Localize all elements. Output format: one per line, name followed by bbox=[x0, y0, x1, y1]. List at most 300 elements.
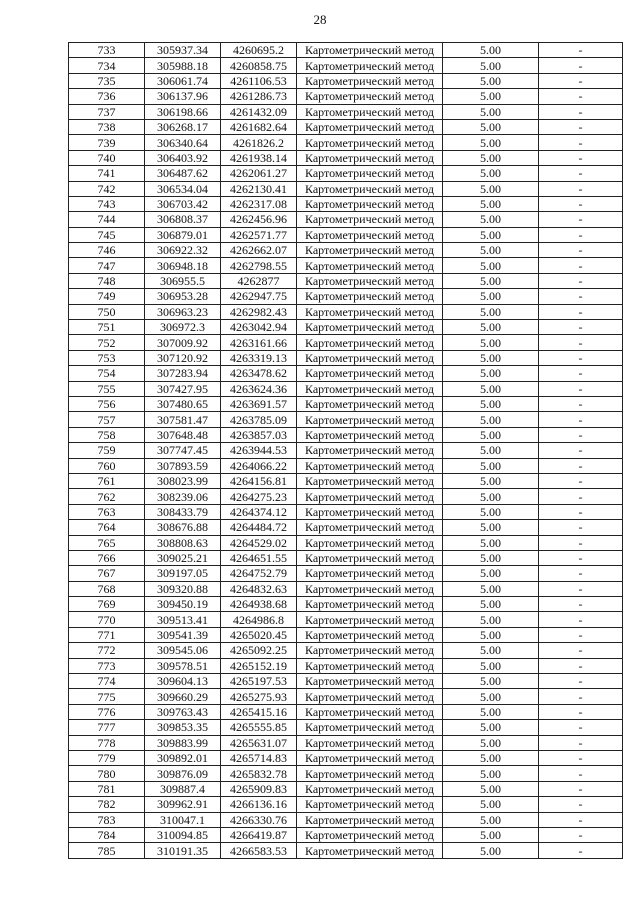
x-coordinate-cell: 309883.99 bbox=[145, 735, 221, 750]
note-cell: - bbox=[539, 566, 623, 581]
method-cell: Картометрический метод bbox=[297, 196, 443, 211]
precision-cell: 5.00 bbox=[443, 104, 539, 119]
table-row bbox=[69, 104, 623, 119]
method-cell: Картометрический метод bbox=[297, 473, 443, 488]
y-coordinate-cell: 4264938.68 bbox=[221, 597, 297, 612]
precision-cell: 5.00 bbox=[443, 196, 539, 211]
note-cell: - bbox=[539, 827, 623, 842]
y-coordinate-cell: 4262662.07 bbox=[221, 243, 297, 258]
table-row bbox=[69, 304, 623, 319]
precision-cell: 5.00 bbox=[443, 766, 539, 781]
x-coordinate-cell: 305937.34 bbox=[145, 43, 221, 58]
method-cell: Картометрический метод bbox=[297, 135, 443, 150]
x-coordinate-cell: 307581.47 bbox=[145, 412, 221, 427]
precision-cell: 5.00 bbox=[443, 412, 539, 427]
table-row bbox=[69, 73, 623, 88]
note-cell: - bbox=[539, 227, 623, 242]
x-coordinate-cell: 309962.91 bbox=[145, 797, 221, 812]
x-coordinate-cell: 309892.01 bbox=[145, 750, 221, 765]
x-coordinate-cell: 310191.35 bbox=[145, 843, 221, 858]
method-cell: Картометрический метод bbox=[297, 350, 443, 365]
note-cell: - bbox=[539, 58, 623, 73]
note-cell: - bbox=[539, 412, 623, 427]
y-coordinate-cell: 4263785.09 bbox=[221, 412, 297, 427]
x-coordinate-cell: 307427.95 bbox=[145, 381, 221, 396]
table-row bbox=[69, 766, 623, 781]
precision-cell: 5.00 bbox=[443, 427, 539, 442]
point-number-cell: 760 bbox=[69, 458, 145, 473]
x-coordinate-cell: 305988.18 bbox=[145, 58, 221, 73]
note-cell: - bbox=[539, 704, 623, 719]
table-row bbox=[69, 412, 623, 427]
coordinates-table-body bbox=[69, 43, 623, 859]
precision-cell: 5.00 bbox=[443, 704, 539, 719]
table-row bbox=[69, 381, 623, 396]
precision-cell: 5.00 bbox=[443, 674, 539, 689]
note-cell: - bbox=[539, 289, 623, 304]
table-row bbox=[69, 58, 623, 73]
x-coordinate-cell: 306340.64 bbox=[145, 135, 221, 150]
y-coordinate-cell: 4264986.8 bbox=[221, 612, 297, 627]
method-cell: Картометрический метод bbox=[297, 289, 443, 304]
method-cell: Картометрический метод bbox=[297, 581, 443, 596]
precision-cell: 5.00 bbox=[443, 627, 539, 642]
method-cell: Картометрический метод bbox=[297, 612, 443, 627]
table-row bbox=[69, 320, 623, 335]
note-cell: - bbox=[539, 304, 623, 319]
note-cell: - bbox=[539, 73, 623, 88]
point-number-cell: 781 bbox=[69, 781, 145, 796]
y-coordinate-cell: 4263478.62 bbox=[221, 366, 297, 381]
precision-cell: 5.00 bbox=[443, 150, 539, 165]
table-row bbox=[69, 812, 623, 827]
point-number-cell: 742 bbox=[69, 181, 145, 196]
note-cell: - bbox=[539, 720, 623, 735]
method-cell: Картометрический метод bbox=[297, 104, 443, 119]
precision-cell: 5.00 bbox=[443, 304, 539, 319]
note-cell: - bbox=[539, 504, 623, 519]
precision-cell: 5.00 bbox=[443, 473, 539, 488]
y-coordinate-cell: 4265152.19 bbox=[221, 658, 297, 673]
point-number-cell: 765 bbox=[69, 535, 145, 550]
point-number-cell: 746 bbox=[69, 243, 145, 258]
point-number-cell: 743 bbox=[69, 196, 145, 211]
note-cell: - bbox=[539, 658, 623, 673]
method-cell: Картометрический метод bbox=[297, 627, 443, 642]
note-cell: - bbox=[539, 243, 623, 258]
y-coordinate-cell: 4263624.36 bbox=[221, 381, 297, 396]
note-cell: - bbox=[539, 581, 623, 596]
note-cell: - bbox=[539, 381, 623, 396]
precision-cell: 5.00 bbox=[443, 843, 539, 858]
method-cell: Картометрический метод bbox=[297, 597, 443, 612]
x-coordinate-cell: 306922.32 bbox=[145, 243, 221, 258]
method-cell: Картометрический метод bbox=[297, 797, 443, 812]
note-cell: - bbox=[539, 535, 623, 550]
method-cell: Картометрический метод bbox=[297, 119, 443, 134]
precision-cell: 5.00 bbox=[443, 381, 539, 396]
y-coordinate-cell: 4261682.64 bbox=[221, 119, 297, 134]
precision-cell: 5.00 bbox=[443, 781, 539, 796]
y-coordinate-cell: 4264066.22 bbox=[221, 458, 297, 473]
table-row bbox=[69, 227, 623, 242]
note-cell: - bbox=[539, 689, 623, 704]
precision-cell: 5.00 bbox=[443, 489, 539, 504]
y-coordinate-cell: 4262877 bbox=[221, 273, 297, 288]
table-row bbox=[69, 335, 623, 350]
y-coordinate-cell: 4262061.27 bbox=[221, 166, 297, 181]
point-number-cell: 782 bbox=[69, 797, 145, 812]
note-cell: - bbox=[539, 843, 623, 858]
note-cell: - bbox=[539, 643, 623, 658]
point-number-cell: 740 bbox=[69, 150, 145, 165]
table-row bbox=[69, 612, 623, 627]
method-cell: Картометрический метод bbox=[297, 150, 443, 165]
precision-cell: 5.00 bbox=[443, 612, 539, 627]
table-row bbox=[69, 750, 623, 765]
precision-cell: 5.00 bbox=[443, 396, 539, 411]
point-number-cell: 738 bbox=[69, 119, 145, 134]
point-number-cell: 777 bbox=[69, 720, 145, 735]
x-coordinate-cell: 307283.94 bbox=[145, 366, 221, 381]
point-number-cell: 745 bbox=[69, 227, 145, 242]
y-coordinate-cell: 4263161.66 bbox=[221, 335, 297, 350]
method-cell: Картометрический метод bbox=[297, 489, 443, 504]
x-coordinate-cell: 306487.62 bbox=[145, 166, 221, 181]
note-cell: - bbox=[539, 612, 623, 627]
table-row bbox=[69, 273, 623, 288]
table-row bbox=[69, 350, 623, 365]
point-number-cell: 778 bbox=[69, 735, 145, 750]
table-row bbox=[69, 166, 623, 181]
coordinates-table bbox=[68, 42, 623, 859]
point-number-cell: 769 bbox=[69, 597, 145, 612]
y-coordinate-cell: 4264529.02 bbox=[221, 535, 297, 550]
method-cell: Картометрический метод bbox=[297, 812, 443, 827]
note-cell: - bbox=[539, 135, 623, 150]
x-coordinate-cell: 307009.92 bbox=[145, 335, 221, 350]
x-coordinate-cell: 308676.88 bbox=[145, 520, 221, 535]
table-row bbox=[69, 674, 623, 689]
table-row bbox=[69, 566, 623, 581]
method-cell: Картометрический метод bbox=[297, 243, 443, 258]
method-cell: Картометрический метод bbox=[297, 304, 443, 319]
y-coordinate-cell: 4264752.79 bbox=[221, 566, 297, 581]
precision-cell: 5.00 bbox=[443, 58, 539, 73]
y-coordinate-cell: 4263857.03 bbox=[221, 427, 297, 442]
table-row bbox=[69, 243, 623, 258]
precision-cell: 5.00 bbox=[443, 827, 539, 842]
table-row bbox=[69, 781, 623, 796]
y-coordinate-cell: 4265631.07 bbox=[221, 735, 297, 750]
x-coordinate-cell: 307648.48 bbox=[145, 427, 221, 442]
precision-cell: 5.00 bbox=[443, 73, 539, 88]
precision-cell: 5.00 bbox=[443, 243, 539, 258]
table-row bbox=[69, 443, 623, 458]
method-cell: Картометрический метод bbox=[297, 227, 443, 242]
method-cell: Картометрический метод bbox=[297, 73, 443, 88]
x-coordinate-cell: 306955.5 bbox=[145, 273, 221, 288]
y-coordinate-cell: 4265275.93 bbox=[221, 689, 297, 704]
x-coordinate-cell: 309604.13 bbox=[145, 674, 221, 689]
method-cell: Картометрический метод bbox=[297, 443, 443, 458]
point-number-cell: 734 bbox=[69, 58, 145, 73]
method-cell: Картометрический метод bbox=[297, 89, 443, 104]
x-coordinate-cell: 306403.92 bbox=[145, 150, 221, 165]
y-coordinate-cell: 4262947.75 bbox=[221, 289, 297, 304]
table-row bbox=[69, 150, 623, 165]
table-row bbox=[69, 704, 623, 719]
method-cell: Картометрический метод bbox=[297, 658, 443, 673]
table-row bbox=[69, 597, 623, 612]
y-coordinate-cell: 4262571.77 bbox=[221, 227, 297, 242]
point-number-cell: 752 bbox=[69, 335, 145, 350]
x-coordinate-cell: 309578.51 bbox=[145, 658, 221, 673]
note-cell: - bbox=[539, 212, 623, 227]
table-row bbox=[69, 658, 623, 673]
point-number-cell: 775 bbox=[69, 689, 145, 704]
note-cell: - bbox=[539, 119, 623, 134]
x-coordinate-cell: 309887.4 bbox=[145, 781, 221, 796]
method-cell: Картометрический метод bbox=[297, 766, 443, 781]
method-cell: Картометрический метод bbox=[297, 335, 443, 350]
x-coordinate-cell: 308433.79 bbox=[145, 504, 221, 519]
point-number-cell: 776 bbox=[69, 704, 145, 719]
note-cell: - bbox=[539, 350, 623, 365]
note-cell: - bbox=[539, 735, 623, 750]
precision-cell: 5.00 bbox=[443, 720, 539, 735]
note-cell: - bbox=[539, 181, 623, 196]
point-number-cell: 741 bbox=[69, 166, 145, 181]
note-cell: - bbox=[539, 812, 623, 827]
y-coordinate-cell: 4264484.72 bbox=[221, 520, 297, 535]
y-coordinate-cell: 4261106.53 bbox=[221, 73, 297, 88]
y-coordinate-cell: 4265555.85 bbox=[221, 720, 297, 735]
page-number: 28 bbox=[313, 12, 327, 27]
point-number-cell: 761 bbox=[69, 473, 145, 488]
x-coordinate-cell: 309320.88 bbox=[145, 581, 221, 596]
method-cell: Картометрический метод bbox=[297, 674, 443, 689]
table-row bbox=[69, 212, 623, 227]
y-coordinate-cell: 4260695.2 bbox=[221, 43, 297, 58]
method-cell: Картометрический метод bbox=[297, 396, 443, 411]
precision-cell: 5.00 bbox=[443, 119, 539, 134]
method-cell: Картометрический метод bbox=[297, 320, 443, 335]
x-coordinate-cell: 308023.99 bbox=[145, 473, 221, 488]
table-row bbox=[69, 827, 623, 842]
x-coordinate-cell: 306879.01 bbox=[145, 227, 221, 242]
table-row bbox=[69, 643, 623, 658]
note-cell: - bbox=[539, 627, 623, 642]
point-number-cell: 744 bbox=[69, 212, 145, 227]
point-number-cell: 774 bbox=[69, 674, 145, 689]
precision-cell: 5.00 bbox=[443, 227, 539, 242]
y-coordinate-cell: 4262798.55 bbox=[221, 258, 297, 273]
x-coordinate-cell: 306268.17 bbox=[145, 119, 221, 134]
x-coordinate-cell: 309541.39 bbox=[145, 627, 221, 642]
method-cell: Картометрический метод bbox=[297, 689, 443, 704]
note-cell: - bbox=[539, 320, 623, 335]
precision-cell: 5.00 bbox=[443, 458, 539, 473]
point-number-cell: 748 bbox=[69, 273, 145, 288]
note-cell: - bbox=[539, 781, 623, 796]
point-number-cell: 739 bbox=[69, 135, 145, 150]
precision-cell: 5.00 bbox=[443, 43, 539, 58]
y-coordinate-cell: 4265714.83 bbox=[221, 750, 297, 765]
point-number-cell: 762 bbox=[69, 489, 145, 504]
note-cell: - bbox=[539, 150, 623, 165]
precision-cell: 5.00 bbox=[443, 504, 539, 519]
method-cell: Картометрический метод bbox=[297, 504, 443, 519]
x-coordinate-cell: 310094.85 bbox=[145, 827, 221, 842]
table-row bbox=[69, 119, 623, 134]
point-number-cell: 770 bbox=[69, 612, 145, 627]
note-cell: - bbox=[539, 597, 623, 612]
note-cell: - bbox=[539, 196, 623, 211]
precision-cell: 5.00 bbox=[443, 550, 539, 565]
precision-cell: 5.00 bbox=[443, 812, 539, 827]
method-cell: Картометрический метод bbox=[297, 212, 443, 227]
method-cell: Картометрический метод bbox=[297, 43, 443, 58]
point-number-cell: 784 bbox=[69, 827, 145, 842]
y-coordinate-cell: 4264374.12 bbox=[221, 504, 297, 519]
point-number-cell: 754 bbox=[69, 366, 145, 381]
precision-cell: 5.00 bbox=[443, 212, 539, 227]
y-coordinate-cell: 4264651.55 bbox=[221, 550, 297, 565]
y-coordinate-cell: 4262456.96 bbox=[221, 212, 297, 227]
note-cell: - bbox=[539, 750, 623, 765]
method-cell: Картометрический метод bbox=[297, 704, 443, 719]
x-coordinate-cell: 306808.37 bbox=[145, 212, 221, 227]
table-row bbox=[69, 489, 623, 504]
x-coordinate-cell: 308239.06 bbox=[145, 489, 221, 504]
note-cell: - bbox=[539, 43, 623, 58]
method-cell: Картометрический метод bbox=[297, 566, 443, 581]
precision-cell: 5.00 bbox=[443, 566, 539, 581]
point-number-cell: 735 bbox=[69, 73, 145, 88]
table-row bbox=[69, 689, 623, 704]
point-number-cell: 772 bbox=[69, 643, 145, 658]
precision-cell: 5.00 bbox=[443, 443, 539, 458]
note-cell: - bbox=[539, 366, 623, 381]
point-number-cell: 756 bbox=[69, 396, 145, 411]
y-coordinate-cell: 4264275.23 bbox=[221, 489, 297, 504]
y-coordinate-cell: 4263944.53 bbox=[221, 443, 297, 458]
method-cell: Картометрический метод bbox=[297, 427, 443, 442]
note-cell: - bbox=[539, 489, 623, 504]
y-coordinate-cell: 4262130.41 bbox=[221, 181, 297, 196]
table-row bbox=[69, 473, 623, 488]
y-coordinate-cell: 4261286.73 bbox=[221, 89, 297, 104]
method-cell: Картометрический метод bbox=[297, 381, 443, 396]
precision-cell: 5.00 bbox=[443, 797, 539, 812]
point-number-cell: 757 bbox=[69, 412, 145, 427]
x-coordinate-cell: 307120.92 bbox=[145, 350, 221, 365]
point-number-cell: 736 bbox=[69, 89, 145, 104]
point-number-cell: 749 bbox=[69, 289, 145, 304]
note-cell: - bbox=[539, 674, 623, 689]
y-coordinate-cell: 4265092.25 bbox=[221, 643, 297, 658]
note-cell: - bbox=[539, 473, 623, 488]
x-coordinate-cell: 307747.45 bbox=[145, 443, 221, 458]
method-cell: Картометрический метод bbox=[297, 550, 443, 565]
table-row bbox=[69, 396, 623, 411]
note-cell: - bbox=[539, 258, 623, 273]
y-coordinate-cell: 4265020.45 bbox=[221, 627, 297, 642]
table-row bbox=[69, 427, 623, 442]
point-number-cell: 759 bbox=[69, 443, 145, 458]
note-cell: - bbox=[539, 458, 623, 473]
table-row bbox=[69, 535, 623, 550]
point-number-cell: 766 bbox=[69, 550, 145, 565]
point-number-cell: 771 bbox=[69, 627, 145, 642]
precision-cell: 5.00 bbox=[443, 520, 539, 535]
point-number-cell: 767 bbox=[69, 566, 145, 581]
precision-cell: 5.00 bbox=[443, 289, 539, 304]
table-row bbox=[69, 289, 623, 304]
y-coordinate-cell: 4265197.53 bbox=[221, 674, 297, 689]
precision-cell: 5.00 bbox=[443, 135, 539, 150]
x-coordinate-cell: 309513.41 bbox=[145, 612, 221, 627]
point-number-cell: 750 bbox=[69, 304, 145, 319]
table-row bbox=[69, 627, 623, 642]
y-coordinate-cell: 4261938.14 bbox=[221, 150, 297, 165]
table-row bbox=[69, 181, 623, 196]
method-cell: Картометрический метод bbox=[297, 750, 443, 765]
x-coordinate-cell: 309025.21 bbox=[145, 550, 221, 565]
x-coordinate-cell: 306534.04 bbox=[145, 181, 221, 196]
table-row bbox=[69, 797, 623, 812]
table-row bbox=[69, 258, 623, 273]
y-coordinate-cell: 4263319.13 bbox=[221, 350, 297, 365]
method-cell: Картометрический метод bbox=[297, 458, 443, 473]
y-coordinate-cell: 4266330.76 bbox=[221, 812, 297, 827]
x-coordinate-cell: 306953.28 bbox=[145, 289, 221, 304]
x-coordinate-cell: 310047.1 bbox=[145, 812, 221, 827]
precision-cell: 5.00 bbox=[443, 273, 539, 288]
point-number-cell: 764 bbox=[69, 520, 145, 535]
note-cell: - bbox=[539, 797, 623, 812]
x-coordinate-cell: 309197.05 bbox=[145, 566, 221, 581]
x-coordinate-cell: 309660.29 bbox=[145, 689, 221, 704]
point-number-cell: 785 bbox=[69, 843, 145, 858]
precision-cell: 5.00 bbox=[443, 258, 539, 273]
table-row bbox=[69, 89, 623, 104]
x-coordinate-cell: 306963.23 bbox=[145, 304, 221, 319]
y-coordinate-cell: 4266419.87 bbox=[221, 827, 297, 842]
y-coordinate-cell: 4260858.75 bbox=[221, 58, 297, 73]
precision-cell: 5.00 bbox=[443, 366, 539, 381]
note-cell: - bbox=[539, 443, 623, 458]
note-cell: - bbox=[539, 166, 623, 181]
y-coordinate-cell: 4262317.08 bbox=[221, 196, 297, 211]
precision-cell: 5.00 bbox=[443, 597, 539, 612]
precision-cell: 5.00 bbox=[443, 166, 539, 181]
precision-cell: 5.00 bbox=[443, 335, 539, 350]
note-cell: - bbox=[539, 89, 623, 104]
precision-cell: 5.00 bbox=[443, 535, 539, 550]
y-coordinate-cell: 4265832.78 bbox=[221, 766, 297, 781]
x-coordinate-cell: 306198.66 bbox=[145, 104, 221, 119]
method-cell: Картометрический метод bbox=[297, 843, 443, 858]
note-cell: - bbox=[539, 520, 623, 535]
precision-cell: 5.00 bbox=[443, 658, 539, 673]
y-coordinate-cell: 4264832.63 bbox=[221, 581, 297, 596]
x-coordinate-cell: 306061.74 bbox=[145, 73, 221, 88]
point-number-cell: 768 bbox=[69, 581, 145, 596]
y-coordinate-cell: 4263042.94 bbox=[221, 320, 297, 335]
table-row bbox=[69, 843, 623, 858]
